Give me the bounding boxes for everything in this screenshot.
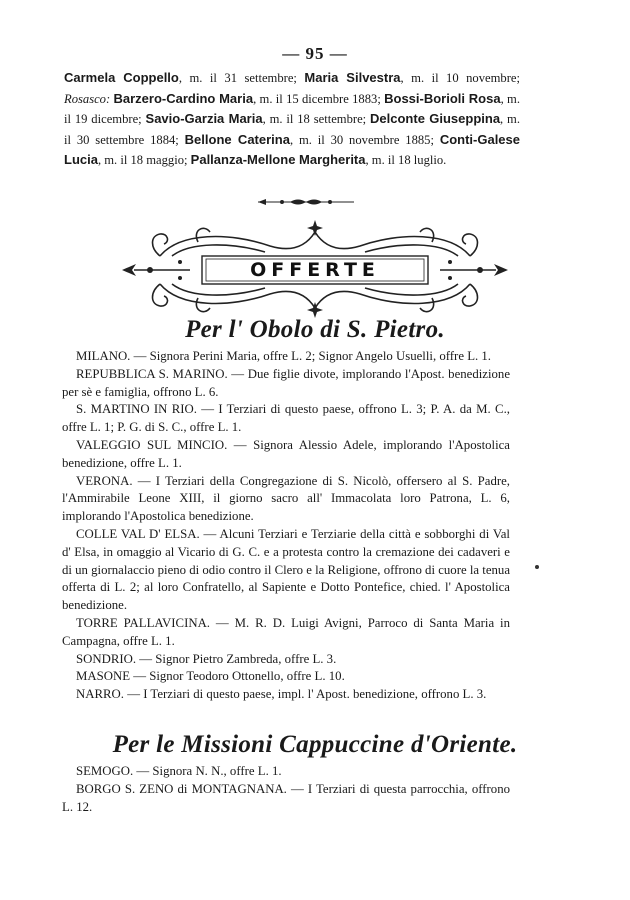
deceased-name: Barzero-Cardino Maria xyxy=(113,90,254,106)
page-number: — 95 — xyxy=(282,44,348,63)
deceased-name: Bellone Caterina xyxy=(184,131,290,147)
place-name: Rosasco: xyxy=(64,91,111,106)
death-date-text: , m. il 30 settembre 1884; xyxy=(64,112,520,147)
offerings-list-obolo xyxy=(62,348,510,704)
offering-entry: SEMOGO. — Signora N. N., offre L. 1. xyxy=(76,764,282,778)
offering-entry: TORRE PALLAVICINA. — M. R. D. Luigi Avigni, Parroco di Santa Maria in Campagna, offre L. 1. xyxy=(62,615,510,648)
deceased-name: Carmela Coppello xyxy=(64,70,179,85)
banner-title: OFFERTE xyxy=(250,259,380,281)
death-date-text: , m. il 18 luglio. xyxy=(365,153,447,168)
deceased-name: Savio-Garzia Maria xyxy=(145,111,263,127)
offering-entry: VERONA. — I Terziari della Congregazione di S. Nicolò, offersero al S. Padre, l'Ammirabile Leone XIII, il giorno sacro all' Immacolata loro Patrona, L. 6, implorando l'Apostolica benedizione. xyxy=(62,473,510,524)
offering-entry: VALEGGIO SUL MINCIO. — Signora Alessio Adele, implorando l'Apostolica benedizione, offre L. 1. xyxy=(62,437,510,470)
deceased-name: Conti-Galese Lucia xyxy=(64,131,520,168)
offerte-banner xyxy=(120,218,510,320)
death-date-text: , m. il 18 settembre; xyxy=(262,112,371,127)
ornamental-divider xyxy=(256,196,356,208)
offering-entry: REPUBBLICA S. MARINO. — Due figlie divote, implorando l'Apost. benedizione per sè e famiglia, offrono L. 6. xyxy=(62,366,510,399)
death-date-text: , m. il 15 dicembre 1883; xyxy=(253,91,385,106)
deceased-list-paragraph xyxy=(64,68,520,171)
death-date-text: , m. il 10 novembre; xyxy=(400,71,520,85)
deceased-name: Pallanza-Mellone Margherita xyxy=(190,152,366,168)
death-date-text: , m. il 30 novembre 1885; xyxy=(289,132,440,147)
death-date-text: , m. il 18 maggio; xyxy=(97,153,191,168)
offering-entry: S. MARTINO IN RIO. — I Terziari di questo paese, offrono L. 3; P. A. da M. C., offre L. 1; P. G. di S. C., offre L. 1. xyxy=(62,402,510,435)
section-heading-missioni: Per le Missioni Cappuccine d'Oriente. xyxy=(112,731,518,758)
offering-entry: BORGO S. ZENO di MONTAGNANA. — I Terziari di questa parrocchia, offrono L. 12. xyxy=(62,781,510,814)
deceased-name: Maria Silvestra xyxy=(304,70,401,85)
offering-entry: MASONE — Signor Teodoro Ottonello, offre L. 10. xyxy=(76,669,345,684)
offering-entry: MILANO. — Signora Perini Maria, offre L. 2; Signor Angelo Usuelli, offre L. 1. xyxy=(76,349,492,363)
offerings-list-missioni xyxy=(62,763,510,816)
section-heading-obolo: Per l' Obolo di S. Pietro. xyxy=(185,316,445,343)
offering-entry: COLLE VAL D' ELSA. — Alcuni Terziari e Terziarie della città e sobborghi di Val d' Elsa, in omaggio al Vicario di G. C. e a protesta contro la cremazione dei cadaveri e di un giornalaccio pieno di odio contro il Clero e la Religione, offrono di cuore la tenua offerta di L. 2; al loro Confratello, al Sapiente e Dotto Pontefice, chied. l' Apostolica benedizione. xyxy=(62,526,510,613)
deceased-name: Bossi-Borioli Rosa xyxy=(384,90,501,106)
death-date-text: , m. il 19 dicembre; xyxy=(64,91,520,127)
deceased-name: Delconte Giuseppina xyxy=(370,111,501,127)
offering-entry: NARRO. — I Terziari di questo paese, impl. l' Apost. benedizione, offrono L. 3. xyxy=(76,687,487,702)
death-date-text: , m. il 31 settembre; xyxy=(178,71,305,85)
offering-entry: SONDRIO. — Signor Pietro Zambreda, offre L. 3. xyxy=(76,651,337,666)
print-speck xyxy=(535,565,539,569)
